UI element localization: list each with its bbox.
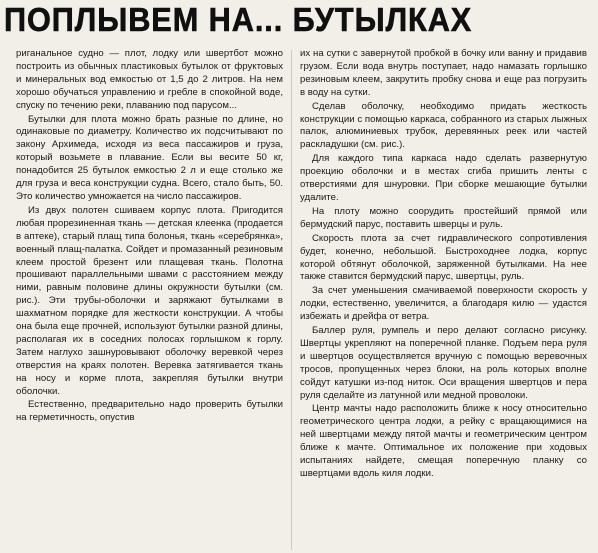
article-headline: ПОПЛЫВЕМ НА... БУТЫЛКАХ: [4, 1, 473, 38]
paragraph: Баллер руля, румпель и перо делают согласно рисунку. Швертцы укрепляют на поперечной планке. Подъем пера руля и швертцов осуществляется вручную с помощью веревочных тросов, пропущенных через блоки, на роль которых вполне сойдут катушки из-под ниток. Оси вращения швертцов и пера руля сделайте из латунной или медной проволоки.: [300, 325, 587, 401]
left-column: [16, 48, 283, 553]
paragraph: Бутылки для плота можно брать разные по длине, но одинаковые по диаметру. Количество их подсчитывают по закону Архимеда, исходя из веса пассажиров и груза, который возьмете в плавание. Если вы весите 50 кг, понадобится 25 бутылок емкостью 2 л и еще столько же для груза и веса конструкции судна. Всего, стало быть, 50. Это количество умножается на число пассажиров.: [16, 113, 283, 202]
right-column: [300, 48, 587, 553]
paragraph: Естественно, предварительно надо проверить бутылки на герметичность, опустив: [16, 399, 283, 424]
paragraph: Из двух полотен сшиваем корпус плота. Пригодится любая прорезиненная ткань — детская клеенка (продается в аптеке), старый плащ типа болонья, ткань «серебрянка», военный плащ-палатка. Сойдет и промазанный резиновым клеем простой брезент или плащевая ткань. Полотна прошивают параллельными швами с расстоянием между ними, равным половине длины окружности бутылки (см. рис.). Эти трубы-оболочки и заряжают бутылками в шахматном порядке для жесткости конструкции. А чтобы она была еще прочней, используют бутылки разной длины, располагая их в соседних полосах горлышком к горлу. Затем наглухо зашнуровывают оболочку веревкой через отверстия на краях полотен. Веревка затягивается ткань на носу и корме плота, закрепляя бутылки внутри оболочки.: [16, 204, 283, 397]
paragraph: За счет уменьшения смачиваемой поверхности скорость у лодки, естественно, увеличится, а благодаря килю — удастся избежать и дрейфа от ветра.: [300, 285, 587, 323]
paragraph: Сделав оболочку, необходимо придать жесткость конструкции с помощью каркаса, собранного из старых лыжных палок, алюминиевых трубок, деревянных реек или частей раскладушки (см. рис.).: [300, 100, 587, 151]
paragraph: Скорость плота за счет гидравлического сопротивления будет, конечно, небольшой. Быстроходнее лодка, корпус которой обтянут оболочкой, заряженной бутылками. На нее также ставится бермудский парус, швертцы, руль.: [300, 232, 587, 283]
paragraph: На плоту можно соорудить простейший прямой или бермудский парус, поставить шверцы и руль.: [300, 205, 587, 230]
paragraph: Для каждого типа каркаса надо сделать развернутую проекцию оболочки и в местах сгиба пришить ленты с отверстиями для шнуровки. При сборке мешающие бутылки удалите.: [300, 153, 587, 203]
paragraph: риганальное судно — плот, лодку или швертбот можно построить из обычных пластиковых бутылок от фруктовых и минеральных вод емкостью от 1,5 до 2 литров. На нем хорошо обучаться управлению и гребле в спокойной воде, спуску по течению реки, плаванию под парусом...: [16, 48, 283, 111]
paragraph: их на сутки с завернутой пробкой в бочку или ванну и придавив грузом. Если вода внутрь поступает, надо намазать горлышко резиновым клеем, закрутить пробку снова и еще раз погрузить в воду на сутки.: [300, 48, 587, 98]
article-body: [0, 48, 598, 553]
paragraph: Центр мачты надо расположить ближе к носу относительно геометрического центра лодки, а рейку с вращающимися на ней швертцами между пятой мачты и геометрическим центром ближе к мачте. Оптимальное их положение при ходовых испытаниях найдете, смещая поперечную планку со швертцами вдоль киля лодки.: [300, 403, 587, 479]
